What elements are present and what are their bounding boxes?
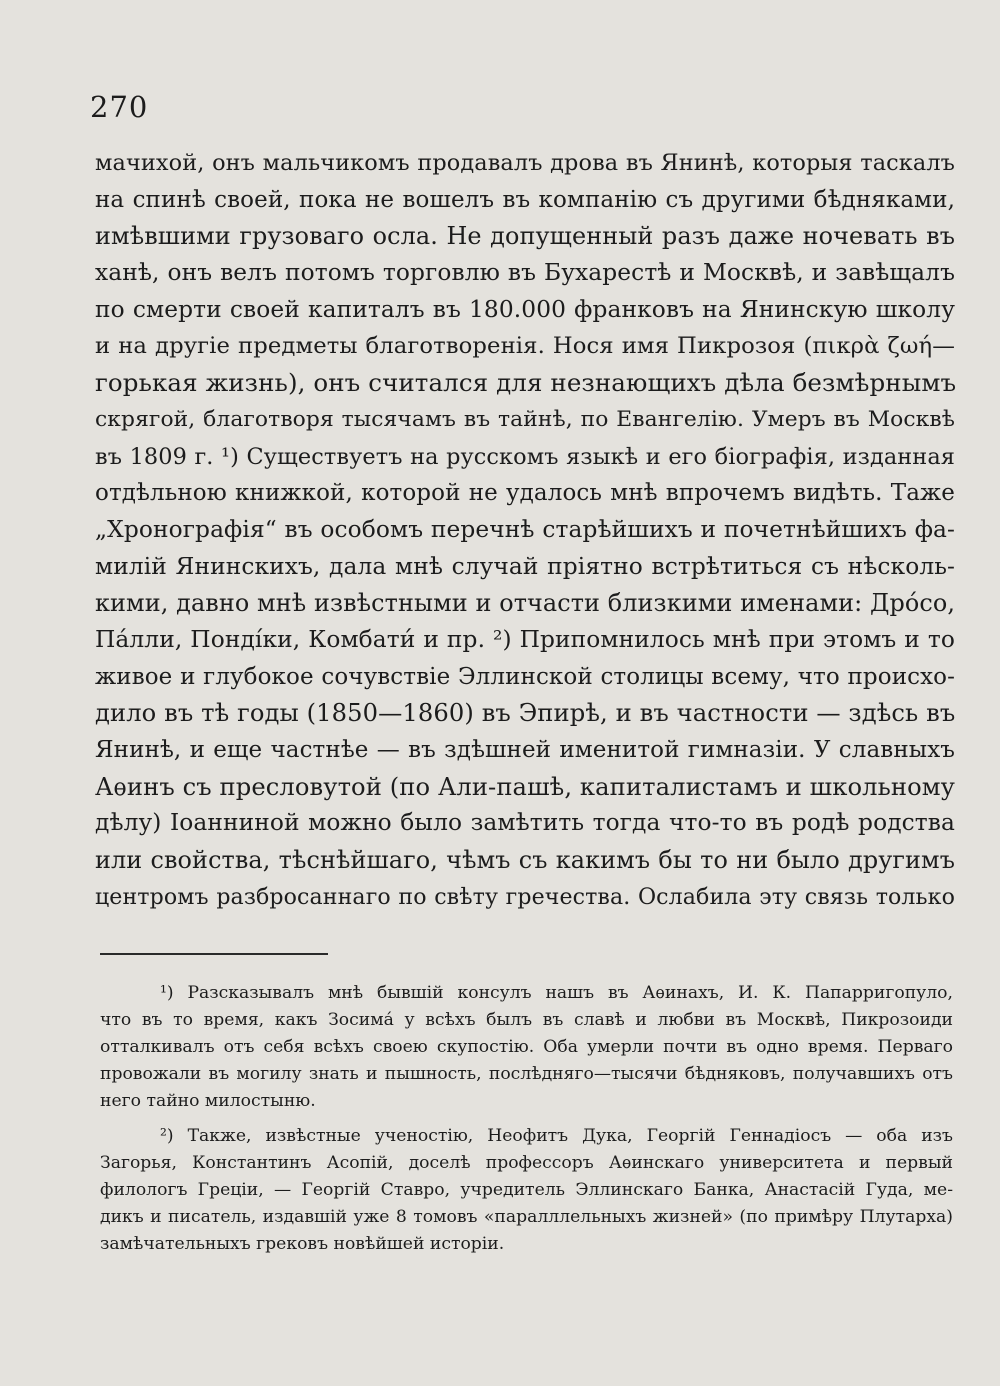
body-line: или свойства, тѣснѣйшаго, чѣмъ съ какимъ бы то ни было другимъ bbox=[95, 846, 955, 875]
footnote-line: замѣчательныхъ грековъ новѣйшей исторіи. bbox=[100, 1234, 505, 1254]
body-line: въ 1809 г. ¹) Существуетъ на русскомъ языкѣ и его біографія, изданная bbox=[95, 443, 955, 470]
body-line: центромъ разбросаннаго по свѣту гречества. Ослабила эту связь только bbox=[95, 883, 955, 910]
page-number: 270 bbox=[90, 90, 149, 124]
footnote-line: провожали въ могилу знать и пышность, послѣдняго—тысячи бѣдняковъ, получавшихъ отъ bbox=[100, 1064, 953, 1084]
body-line: Аѳинъ съ пресловутой (по Али-пашѣ, капиталистамъ и школьному bbox=[95, 772, 955, 801]
footnote-line: ²) Также, извѣстные ученостію, Неофитъ Дука, Георгій Геннадіосъ — оба изъ bbox=[160, 1126, 953, 1146]
footnote-line: ¹) Разсказывалъ мнѣ бывшій консулъ нашъ въ Аѳинахъ, И. К. Папарригопуло, bbox=[160, 983, 953, 1003]
body-line: по смерти своей капиталъ въ 180.000 франковъ на Янинскую школу bbox=[95, 295, 955, 323]
footnote-line: отталкивалъ отъ себя всѣхъ своею скупостію. Оба умерли почти въ одно время. Перваго bbox=[100, 1037, 953, 1057]
footnote-2 bbox=[100, 1123, 953, 1258]
body-line: дило въ тѣ годы (1850—1860) въ Эпирѣ, и въ частности — здѣсь въ bbox=[95, 699, 956, 728]
footnote-line: филологъ Греціи, — Георгій Ставро, учредитель Эллинскаго Банка, Анастасій Гуда, ме- bbox=[100, 1180, 953, 1200]
body-text bbox=[95, 145, 955, 915]
body-line: Янинѣ, и еще частнѣе — въ здѣшней именитой гимназіи. У славныхъ bbox=[95, 737, 955, 763]
footnote-line: что въ то время, какъ Зосима́ у всѣхъ былъ въ славѣ и любви въ Москвѣ, Пикрозоиди bbox=[100, 1010, 953, 1030]
body-line: ханѣ, онъ велъ потомъ торговлю въ Бухарестѣ и Москвѣ, и завѣщалъ bbox=[95, 259, 955, 287]
body-line: кими, давно мнѣ извѣстными и отчасти близкими именами: Дро́со, bbox=[95, 589, 956, 618]
body-line: Па́лли, Понді́ки, Комбати́ и пр. ²) Припомнилось мнѣ при этомъ и то bbox=[95, 625, 955, 653]
body-line: мачихой, онъ мальчикомъ продавалъ дрова въ Янинѣ, которыя таскалъ bbox=[95, 150, 955, 176]
footnote-line: него тайно милостыню. bbox=[100, 1091, 316, 1111]
body-line: имѣвшими грузоваго осла. Не допущенный разъ даже ночевать въ bbox=[95, 222, 955, 251]
body-line: „Хронографія“ въ особомъ перечнѣ старѣйшихъ и почетнѣйшихъ фа- bbox=[95, 515, 955, 543]
body-line: милій Янинскихъ, дала мнѣ случай пріятно встрѣтиться съ нѣсколь- bbox=[95, 552, 955, 580]
body-line: на спинѣ своей, пока не вошелъ въ компанію съ другими бѣдняками, bbox=[95, 186, 955, 213]
body-line: отдѣльною книжкой, которой не удалось мнѣ впрочемъ видѣть. Таже bbox=[95, 480, 955, 507]
body-line: горькая жизнь), онъ считался для незнающихъ дѣла безмѣрнымъ bbox=[95, 368, 957, 398]
footnote-separator-rule bbox=[100, 953, 328, 955]
footnote-spacer bbox=[100, 1115, 953, 1123]
body-line: дѣлу) Іоанниной можно было замѣтить тогда что-то въ родѣ родства bbox=[95, 809, 955, 837]
footnotes bbox=[100, 980, 953, 1258]
body-line: скрягой, благотворя тысячамъ въ тайнѣ, по Евангелію. Умеръ въ Москвѣ bbox=[95, 406, 955, 432]
footnote-line: Загорья, Константинъ Асопій, доселѣ профессоръ Аѳинскаго университета и первый bbox=[100, 1153, 953, 1173]
footnote-line: дикъ и писатель, издавшій уже 8 томовъ «паралллельныхъ жизней» (по примѣру Плутарха) bbox=[100, 1207, 953, 1227]
body-line: и на другіе предметы благотворенія. Нося имя Пикрозоя (πικρὰ ζωή— bbox=[95, 333, 955, 360]
body-line: живое и глубокое сочувствіе Эллинской столицы всему, что происхо- bbox=[95, 663, 955, 690]
footnote-1 bbox=[100, 980, 953, 1115]
